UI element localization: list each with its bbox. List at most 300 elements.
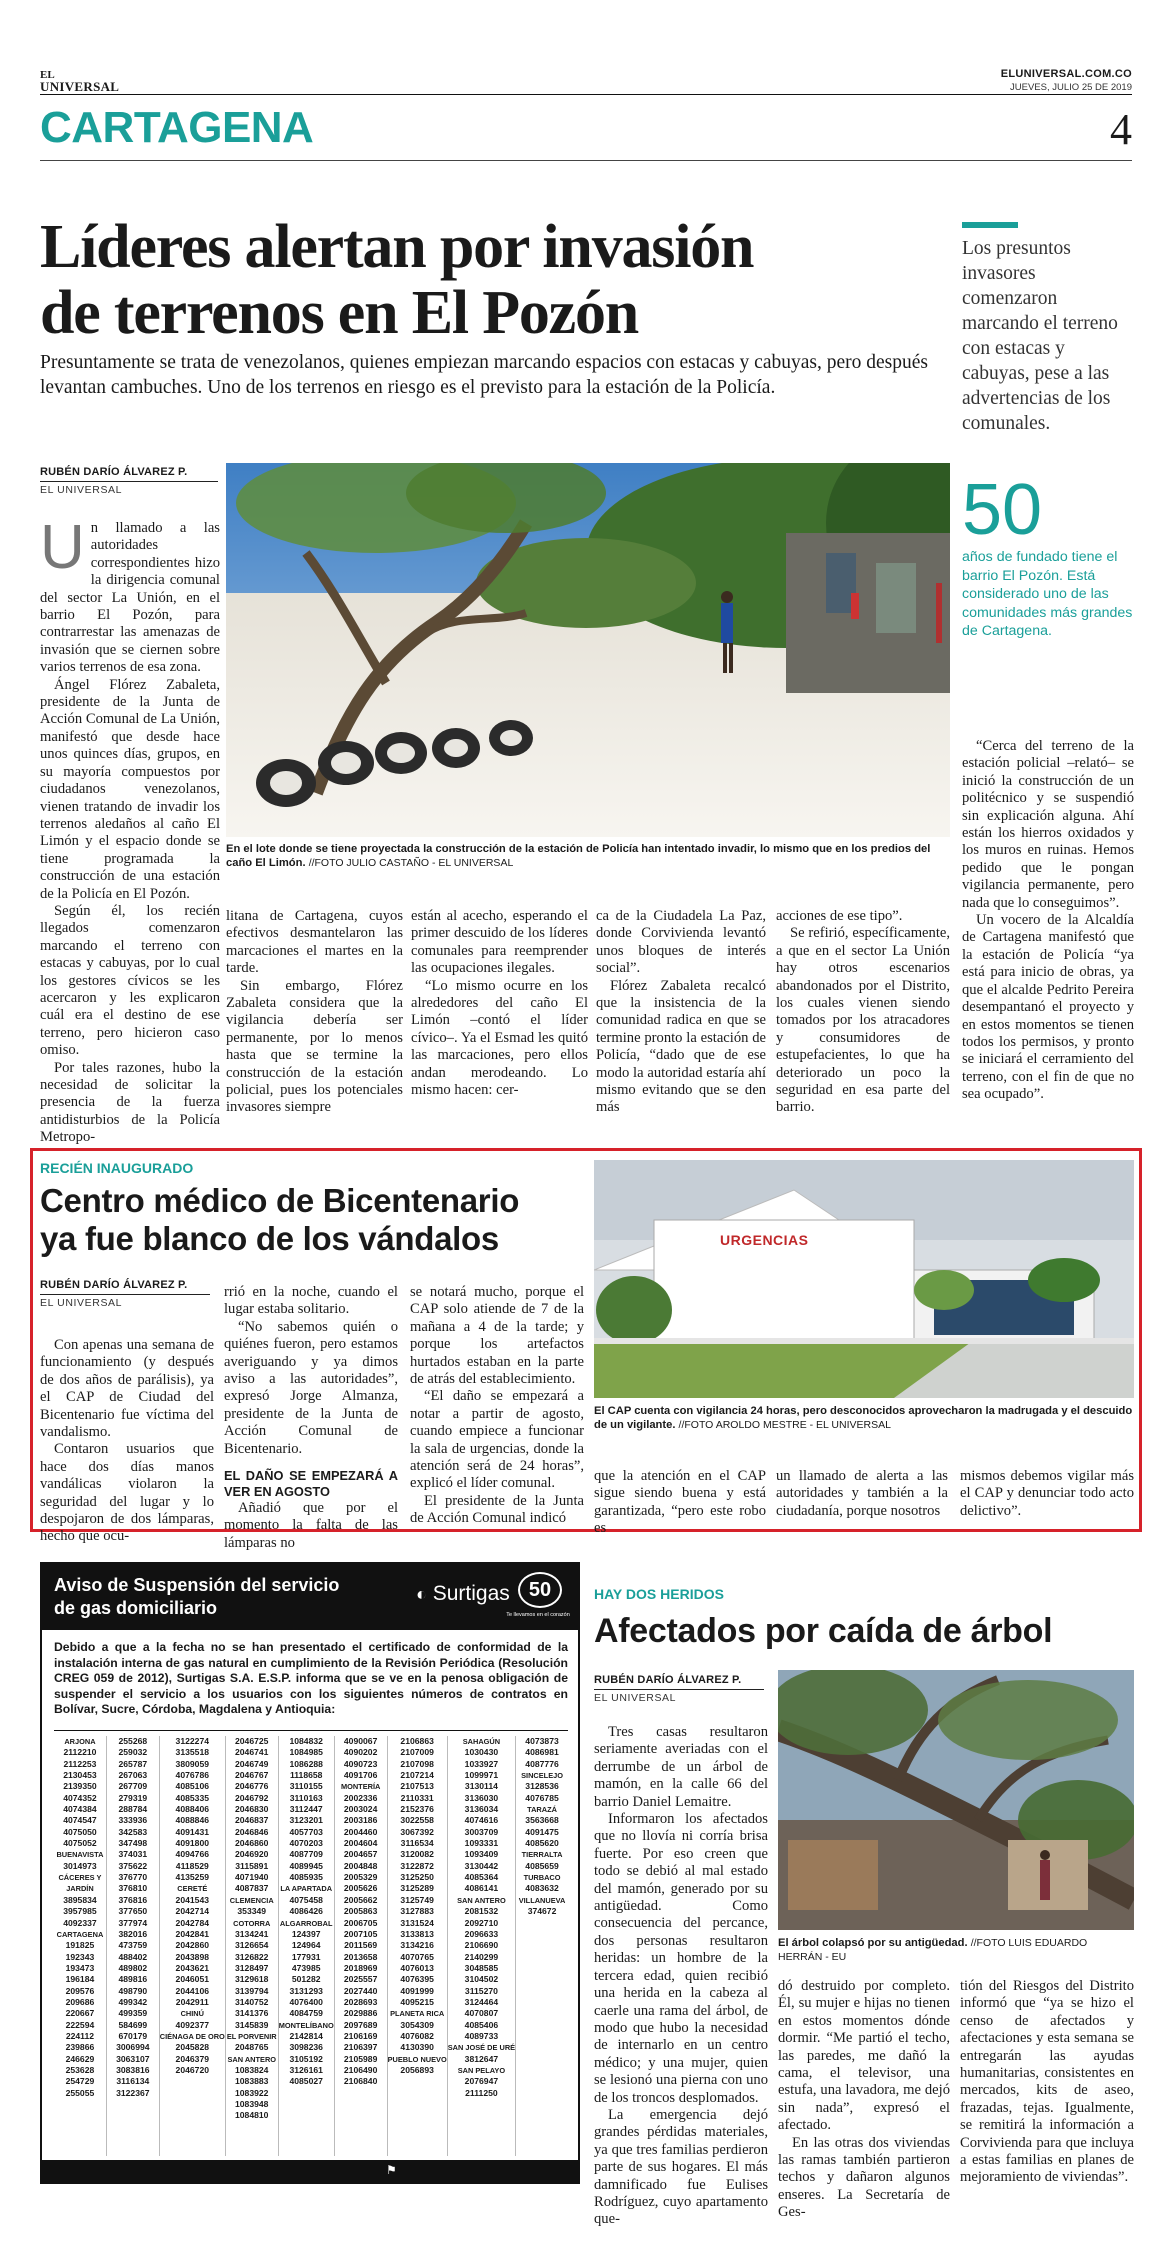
contract-number: 473759 <box>118 1940 148 1951</box>
tree-col-3: tión del Riesgos del Distrito informó que “ya se hizo el censo de afectados y afectaciones y esta semana se entregarán las ayudas humanitarias, consistentes en mercados, kits de aseo, frazadas, tejas. Igualmente, se remitirá la información a Corvivienda para que incluya a estas familias en planes de mejoramiento de viviendas”. <box>960 1978 1134 2186</box>
contract-number: 2046379 <box>175 2053 210 2064</box>
contract-number: 377974 <box>118 1917 148 1928</box>
box-kicker: RECIÉN INAUGURADO <box>40 1160 194 1176</box>
contract-number: 3130442 <box>464 1860 499 1871</box>
contract-number: 4070807 <box>464 2008 499 2019</box>
contract-number: 2027440 <box>343 1985 378 1996</box>
contract-number: 2081532 <box>464 1906 499 1917</box>
contract-number: 2046920 <box>235 1849 269 1860</box>
contract-number: 3104502 <box>464 1974 499 1985</box>
vigilado-icon: ⚑ <box>386 2163 397 2177</box>
contract-number: 2046830 <box>235 1804 269 1815</box>
contract-number: 3133813 <box>400 1928 434 1939</box>
contract-number: 4085027 <box>289 2076 323 2087</box>
contract-number: 4092377 <box>175 2019 210 2030</box>
contract-number: 4075052 <box>63 1838 97 1849</box>
contract-number: 4091431 <box>175 1826 210 1837</box>
contract-number: 2046051 <box>175 1974 210 1985</box>
contract-number: 3957985 <box>63 1906 97 1917</box>
main-photo <box>226 463 950 837</box>
contract-number: 3134216 <box>400 1940 434 1951</box>
contract-number: 1084985 <box>289 1747 323 1758</box>
contract-number: 2142814 <box>289 2030 323 2041</box>
contract-number: 376816 <box>118 1894 148 1905</box>
contract-number: 4091800 <box>175 1838 210 1849</box>
contract-number: 2042714 <box>175 1906 210 1917</box>
contract-number: 2004848 <box>343 1860 378 1871</box>
contract-number: 2097689 <box>343 2019 378 2030</box>
contract-number: 1083948 <box>235 2099 269 2109</box>
contract-number: 4088406 <box>175 1804 210 1815</box>
municipality-label: SAN ANTERO <box>457 1895 506 1905</box>
contract-number: 2112253 <box>63 1758 97 1769</box>
contract-number: 4073873 <box>525 1736 559 1746</box>
contract-number: 2139350 <box>63 1781 97 1792</box>
contract-number: 124397 <box>291 1928 321 1939</box>
contract-number: 3124464 <box>464 1996 499 2007</box>
contract-number: 1086288 <box>289 1758 323 1769</box>
main-col-1: U n llamado a las autoridades correspondientes hizo la dirigencia comunal del sector La Unión, en el barrio El Pozón, para contrarrestar las amenazas de invasión que se ciernen sobre varios terrenos de esa zona. Ángel Flórez Zabaleta, presidente de la Junta de Acción Comunal de La Unión, manifestó que desde hace unos quinces días, grupos, en su mayoría compuestos por ciudadanos venezolanos, vienen tratando de invadir los terrenos aledaños al caño El Limón y el espacio donde se tiene programada la construcción de una estación de la Policía en El Pozón. Según él, los recién llegados comenzaron marcando el terreno con estacas y cabuyas, por lo cual los gestores cívicos se les acercaron y les explicaron cuál era el destino de ese terreno, pero hicieron caso omiso. Por tales razones, hubo la necesidad de solicitar la presencia de la fuerza antidisturbios de la Policía Metropo- <box>40 513 220 1146</box>
contract-number: 2046846 <box>235 1826 269 1837</box>
contract-number: 2042911 <box>175 1996 209 2007</box>
contract-number: 209576 <box>65 1985 95 1996</box>
logo: EL UNIVERSAL <box>40 69 120 94</box>
contract-number: 353349 <box>237 1906 267 1917</box>
contract-col-7 <box>388 1736 448 2156</box>
issue-date: JUEVES, JULIO 25 DE 2019 <box>1010 82 1132 93</box>
contract-number: 2004460 <box>343 1826 378 1837</box>
contract-number: 4094766 <box>175 1849 210 1860</box>
municipality-label: TARAZÁ <box>527 1805 557 1815</box>
box-col-6: mismos debemos vigilar más el CAP y denunciar todo acto delictivo”. <box>960 1468 1134 1519</box>
contract-number: 3126161 <box>289 2064 323 2075</box>
main-headline: Líderes alertan por invasión de terrenos en El Pozón <box>40 213 754 347</box>
contract-number: 2018969 <box>343 1962 378 1973</box>
tree-col-1: Tres casas resultaron seriamente averiadas con el derrumbe de un árbol de mamón, en la calle 66 del barrio Daniel Lemaitre. Informaron los afectados que no llovía ni corría brisa fuerte. Por eso creen que todo se debió al mal estado del mamón, generado por su antigüedad. Como consecuencia del percance, dos personas resultaron heridas: un hombre de la tercera edad, quien recibió una herida en la cabeza al caerle una rama del árbol, de modo que hubo la necesidad de internarlo en un centro médico; y una mujer, quien se lesionó una pierna con uno de los troncos desplomados. La emergencia dejó grandes pérdidas materiales, ya que tres familias perdieron parte de sus hogares. El más damnificado fue Eulises Rodríguez, cuyo apartamento que- <box>594 1724 768 2228</box>
main-photo-illustration <box>226 463 950 837</box>
tree-photo-caption: El árbol colapsó por su antigüedad. //FOTO LUIS EDUARDO HERRÁN - EU <box>778 1937 1088 1963</box>
contract-number: 3054309 <box>400 2019 434 2030</box>
municipality-label: MONTELÍBANO <box>278 2020 334 2030</box>
contract-number: 3063107 <box>116 2053 150 2064</box>
municipality-label: EL PORVENIR <box>226 2031 277 2041</box>
contract-number: 267063 <box>118 1770 148 1781</box>
box-col-2: rrió en la noche, cuando el lugar estaba solitario. “No sabemos quién o quiénes fueron, pero estamos averiguando y ya dimos aviso a las autoridades”, expresó Jorge Almanza, presidente de la Junta de Acción Comunal de Bicentenario. EL DAÑO SE EMPEZARÁ A VER EN AGOSTO Añadió que por el momento la falta de las lámparas no <box>224 1284 398 1551</box>
contract-number: 2046725 <box>235 1736 269 1746</box>
box-photo-illustration <box>594 1160 1134 1398</box>
contract-number: 584699 <box>118 2019 148 2030</box>
contract-number: 2130453 <box>63 1770 97 1781</box>
contract-number: 3098236 <box>289 2042 323 2053</box>
site-url: ELUNIVERSAL.COM.CO <box>1000 68 1132 80</box>
stat-text: años de fundado tiene el barrio El Pozón. Está considerado uno de las comunidades más grandes de Cartagena. <box>962 549 1133 639</box>
contract-number: 267709 <box>118 1781 148 1792</box>
contract-number: 2042784 <box>175 1917 210 1928</box>
contract-number: 3136030 <box>464 1792 499 1803</box>
contract-number: 3125250 <box>400 1872 434 1883</box>
contract-number: 3022558 <box>400 1815 434 1826</box>
box-headline: Centro médico de Bicentenario ya fue blanco de los vándalos <box>40 1182 520 1257</box>
contract-number: 4085659 <box>525 1860 559 1871</box>
contract-number: 2043898 <box>175 1951 210 1962</box>
contract-number: 2046776 <box>235 1781 269 1792</box>
contract-number: 265787 <box>118 1758 148 1769</box>
municipality-label: MONTERÍA <box>340 1782 381 1792</box>
pullquote: Los presuntos invasores comenzaron marcando el terreno con estacas y cabuyas, pese a las advertencias de los comunales. <box>962 238 1118 434</box>
contract-number: 254729 <box>65 2076 95 2087</box>
contract-number: 2044106 <box>175 1985 210 1996</box>
tree-photo <box>778 1670 1134 1930</box>
contract-number: 3130114 <box>464 1781 498 1792</box>
contract-col-2 <box>107 1736 160 2156</box>
ad-header <box>42 1564 578 1630</box>
contract-number: 4092337 <box>63 1917 97 1928</box>
municipality-label: SAN JOSÉ DE URÉ <box>447 2043 516 2053</box>
contract-number: 489802 <box>118 1962 148 1973</box>
contract-number: 196184 <box>65 1974 95 1985</box>
contract-number: 4088846 <box>175 1815 210 1826</box>
contract-number: 2056893 <box>400 2064 434 2075</box>
contract-number: 2106840 <box>343 2076 378 2087</box>
municipality-label: SAN PELAYO <box>457 2065 506 2075</box>
contract-number: 3122872 <box>400 1860 434 1871</box>
flame-icon: ◐ <box>416 1584 427 1604</box>
main-photo-caption: En el lote donde se tiene proyectada la construcción de la estación de Policía han intentado invadir, lo mismo que en los predios del caño El Limón. //FOTO JULIO CASTAÑO - EL UNIVERSAL <box>226 843 931 869</box>
contract-number: 1030430 <box>464 1747 499 1758</box>
contract-number: 4076013 <box>400 1962 434 1973</box>
contract-number: 279319 <box>118 1792 148 1803</box>
contract-number: 1118658 <box>289 1770 323 1781</box>
contract-number: 2004604 <box>343 1838 378 1849</box>
contract-number: 3127883 <box>400 1906 434 1917</box>
contract-number: 501282 <box>291 1974 321 1985</box>
contract-number: 4135259 <box>175 1872 210 1883</box>
contract-number: 124964 <box>291 1940 321 1951</box>
contract-number: 2004657 <box>343 1849 378 1860</box>
contract-number: 2152376 <box>400 1804 434 1815</box>
contract-number: 3112447 <box>289 1804 323 1815</box>
main-col-6: “Cerca del terreno de la estación policial –relató– se inició la construcción de un politécnico y se suspendió sin explicación alguna. Ahí están los hierros oxidados y los muros en ruinas. Hemos pedido que le pongan vigilancia permanente, pero nada que lo conseguimos”. Un vocero de la Alcaldía de Cartagena manifestó que la estación de Policía “ya está para inicio de obras, ya que el alcalde Pedrito Pereira desempantanó el proyecto y en estos momentos se tienen todos los permisos, y pronto se iniciará el cerramiento del terreno, con el fin de que no sea ocupado”. <box>962 738 1134 1103</box>
contract-number: 220667 <box>65 2008 95 2019</box>
contract-col-3 <box>160 1736 226 2156</box>
contract-number: 2046767 <box>235 1770 269 1781</box>
contract-number: 4085335 <box>175 1792 210 1803</box>
municipality-label: CARTAGENA <box>56 1929 104 1939</box>
contract-number: 488402 <box>118 1951 148 1962</box>
contract-number: 2013658 <box>343 1951 378 1962</box>
contract-number: 1084832 <box>289 1736 323 1746</box>
contract-number: 2025557 <box>343 1974 378 1985</box>
contract-number: 4085620 <box>525 1838 559 1849</box>
contract-number: 2107214 <box>400 1770 434 1781</box>
contract-number: 2029886 <box>343 2008 378 2019</box>
contract-number: 2003186 <box>343 1815 378 1826</box>
section-title: CARTAGENA <box>40 103 314 152</box>
contract-number: 4087776 <box>525 1758 559 1769</box>
contract-number: 2092710 <box>464 1917 499 1928</box>
contract-number: 2105989 <box>343 2053 378 2064</box>
municipality-label: LA APARTADA <box>280 1884 333 1894</box>
contract-number: 4076785 <box>525 1792 559 1803</box>
contract-number: 2002336 <box>343 1792 378 1803</box>
contract-number: 4076786 <box>175 1770 210 1781</box>
contract-number: 375622 <box>118 1860 148 1871</box>
contract-number: 1083922 <box>235 2087 269 2098</box>
ad-title: Aviso de Suspensión del servicio de gas domiciliario <box>54 1575 340 1618</box>
contract-number: 4074384 <box>63 1804 97 1815</box>
contract-number: 3125289 <box>400 1883 434 1894</box>
tree-col-2: dó destruido por completo. Él, su mujer e hijas no tienen en estos momentos dónde dormir. “Me partió el techo, las paredes, me dañó la cama, el televisor, una estufa, una lavadora, me dejó sin nada”, expresó el afectado. En las otras dos viviendas las ramas también partieron techos y dañaron algunos enseres. La Secretaría de Ges- <box>778 1978 950 2221</box>
contract-number: 2042841 <box>175 1928 210 1939</box>
main-col-2: litana de Cartagena, cuyos efectivos desmantelaron las marcaciones el martes en la tarde. Sin embargo, Flórez Zabaleta considera que la vigilancia debería ser permanente, por lo menos hasta que se termine la construcción de la estación policial, pues los potenciales invasores siempre <box>226 908 403 1116</box>
contract-number: 4071940 <box>235 1872 269 1883</box>
contract-number: 3126822 <box>235 1951 269 1962</box>
contract-number: 2112210 <box>63 1747 97 1758</box>
contract-number: 3122367 <box>116 2087 150 2098</box>
contract-grid <box>54 1736 568 2156</box>
contract-number: 239866 <box>65 2042 95 2053</box>
municipality-label: COTORRA <box>233 1918 271 1928</box>
contract-number: 2005863 <box>343 1906 378 1917</box>
contract-number: 255055 <box>65 2087 95 2098</box>
contract-number: 347498 <box>118 1838 148 1849</box>
contract-number: 2106690 <box>464 1940 499 1951</box>
contract-number: 499359 <box>118 2008 148 2019</box>
contract-number: 3131524 <box>400 1917 434 1928</box>
contract-number: 2106863 <box>400 1736 434 1746</box>
contract-number: 3129618 <box>235 1974 269 1985</box>
contract-number: 3115270 <box>464 1985 498 1996</box>
contract-number: 2106397 <box>343 2042 378 2053</box>
contract-number: 1093331 <box>464 1838 499 1849</box>
contract-number: 1083824 <box>235 2064 269 2075</box>
pullquote-bar <box>962 222 1018 228</box>
contract-number: 4118529 <box>175 1860 209 1871</box>
contract-number: 4095215 <box>400 1996 434 2007</box>
municipality-label: ALGARROBAL <box>279 1918 333 1928</box>
contract-number: 4075050 <box>63 1826 97 1837</box>
contract-number: 3136034 <box>464 1804 499 1815</box>
contract-number: 4076082 <box>400 2030 434 2041</box>
contract-number: 3110155 <box>289 1781 323 1792</box>
contract-number: 2046741 <box>235 1747 269 1758</box>
contract-number: 3140752 <box>235 1996 269 2007</box>
box-col-4: que la atención en el CAP sigue siendo buena y está garantizada, “pero este robo es <box>594 1468 766 1537</box>
contract-number: 4091999 <box>400 1985 434 1996</box>
contract-number: 2140299 <box>464 1951 499 1962</box>
contract-number: 193473 <box>65 1962 95 1973</box>
contract-number: 489816 <box>118 1974 148 1985</box>
contract-number: 2007105 <box>343 1928 378 1939</box>
contract-number: 3134241 <box>235 1928 269 1939</box>
contract-number: 670179 <box>118 2030 148 2041</box>
contract-number: 3006994 <box>116 2042 150 2053</box>
contract-number: 2046720 <box>175 2064 210 2075</box>
page-number: 4 <box>1110 105 1132 154</box>
main-deck: Presuntamente se trata de venezolanos, quienes empiezan marcando espacios con estacas y cabuyas, pero después levantan cambuches. Uno de los terrenos en riesgo es el previsto para la estación de la Policía. <box>40 352 928 398</box>
contract-number: 4057703 <box>289 1826 323 1837</box>
contract-number: 3120082 <box>400 1849 434 1860</box>
tree-photo-illustration <box>778 1670 1134 1930</box>
contract-number: 2046837 <box>235 1815 269 1826</box>
municipality-label: SAHAGÚN <box>462 1737 501 1746</box>
contract-number: 4090723 <box>343 1758 378 1769</box>
contract-number: 3125749 <box>400 1894 434 1905</box>
contract-number: 2106490 <box>343 2064 378 2075</box>
contract-number: 2028693 <box>343 1996 378 2007</box>
contract-number: 3131293 <box>289 1985 323 1996</box>
contract-number: 4086981 <box>525 1747 559 1758</box>
contract-number: 177931 <box>291 1951 321 1962</box>
contract-number: 3139794 <box>235 1985 269 1996</box>
contract-number: 2043621 <box>175 1962 210 1973</box>
contract-number: 4090202 <box>343 1747 378 1758</box>
contract-number: 4085364 <box>464 1872 499 1883</box>
contract-number: 3123201 <box>289 1815 323 1826</box>
contract-number: 4076400 <box>289 1996 323 2007</box>
contract-number: 3014973 <box>63 1860 97 1871</box>
contract-number: 288784 <box>118 1804 148 1815</box>
main-col-5: acciones de ese tipo”. Se refirió, específicamente, a que en el sector La Unión hay otros escenarios abandonados por el Distrito, los cuales vienen siendo tomados por los atracadores y consumidores de estupefacientes, lo que ha deteriorado un poco la seguridad en esa parte del barrio. <box>776 908 950 1116</box>
ad-intro: Debido a que a la fecha no se han presentado el certificado de conformidad de la instalación interna de gas natural en cumplimiento de la Revisión Periódica (Resolución CREG 059 de 2012), Surtigas S.A. E.S.P. informa que se ve en la penosa obligación de suspender el servicio a los usuarios con los siguientes números de contratos en Bolívar, Sucre, Córdoba, Magdalena y Antioquia: <box>54 1640 568 1716</box>
gas-ad <box>40 1562 580 2184</box>
contract-number: 342583 <box>118 1826 148 1837</box>
box-col-5: un llamado de alerta a las autoridades y también a la ciudadanía, porque nosotros <box>776 1468 948 1519</box>
contract-number: 377650 <box>118 1906 148 1917</box>
contract-number: 4087709 <box>289 1849 323 1860</box>
contract-number: 3812647 <box>464 2053 499 2064</box>
contract-number: 3105192 <box>289 2053 323 2064</box>
municipality-label: CHINÚ <box>180 2009 204 2019</box>
municipality-label: ARJONA <box>64 1737 96 1746</box>
contract-number: 3563668 <box>525 1815 559 1826</box>
contract-number: 224112 <box>65 2030 95 2041</box>
contract-number: 498790 <box>118 1985 148 1996</box>
contract-number: 3145839 <box>235 2019 269 2030</box>
contract-number: 209686 <box>65 1996 95 2007</box>
box-col-3: se notará mucho, porque el CAP solo atiende de 7 de la mañana a 4 de la tarde; y porque los artefactos hurtados estaban en la parte de atrás del establecimiento. “El daño se empezará a notar a partir de agosto, cuando empiece a funcionar la sala de urgencias, donde la atención será de 24 horas”, explicó el líder comunal. El presidente de la Junta de Acción Comunal indicó <box>410 1284 584 1527</box>
municipality-label: TURBACO <box>523 1873 561 1883</box>
contract-number: 3141376 <box>235 2008 269 2019</box>
contract-number: 4091706 <box>343 1770 378 1781</box>
box-photo-caption: El CAP cuenta con vigilancia 24 horas, pero desconocidos aprovecharon la madrugada y el descuido de un vigilante. //FOTO AROLDO MESTRE - EL UNIVERSAL <box>594 1405 1133 1431</box>
main-byline: RUBÉN DARÍO ÁLVAREZ P. EL UNIVERSAL <box>40 466 218 496</box>
masthead-rule <box>40 94 1132 95</box>
contract-number: 3135518 <box>175 1747 210 1758</box>
contract-number: 2076947 <box>464 2076 499 2087</box>
contract-number: 3115891 <box>235 1860 269 1871</box>
contract-number: 3067392 <box>400 1826 434 1837</box>
tree-headline: Afectados por caída de árbol <box>594 1612 1053 1650</box>
contract-number: 2048765 <box>235 2042 269 2053</box>
contract-number: 2107098 <box>400 1758 434 1769</box>
stat-number: 50 <box>962 470 1043 550</box>
contract-number: 4084759 <box>289 2008 323 2019</box>
contract-number: 333936 <box>118 1815 148 1826</box>
contract-number: 4074616 <box>464 1815 499 1826</box>
contract-number: 4070765 <box>400 1951 434 1962</box>
ad-footer-bar <box>42 2160 578 2182</box>
ad-rule <box>54 1730 568 1731</box>
municipality-label: CLEMENCIA <box>229 1895 274 1905</box>
box-col-1: Con apenas una semana de funcionamiento (y después de dos años de parálisis), ya el CAP de Ciudad del Bicentenario fue víctima del vandalismo. Contaron usuarios que hace dos días manos vandálicas violaron la seguridad del lugar y lo despojaron de dos lámparas, hecho que ocu- <box>40 1337 214 1545</box>
contract-number: 4086141 <box>464 1883 499 1894</box>
section-rule <box>40 160 1132 161</box>
contract-number: 1099971 <box>464 1770 499 1781</box>
contract-number: 3128497 <box>235 1962 269 1973</box>
contract-number: 2005626 <box>343 1883 378 1894</box>
contract-number: 3048585 <box>464 1962 499 1973</box>
contract-number: 192343 <box>65 1951 95 1962</box>
contract-col-6 <box>335 1736 388 2156</box>
contract-number: 4130390 <box>400 2042 434 2053</box>
contract-col-1 <box>54 1736 107 2156</box>
municipality-label: JARDÍN <box>66 1884 94 1894</box>
tree-byline: RUBÉN DARÍO ÁLVAREZ P. EL UNIVERSAL <box>594 1674 764 1704</box>
contract-number: 2005329 <box>343 1872 378 1883</box>
contract-number: 4089945 <box>289 1860 323 1871</box>
contract-number: 4085935 <box>289 1872 323 1883</box>
contract-number: 253628 <box>65 2064 95 2075</box>
contract-number: 4083632 <box>525 1883 559 1894</box>
contract-number: 3116134 <box>116 2076 150 2087</box>
contract-number: 3083816 <box>116 2064 150 2075</box>
contract-number: 3128536 <box>525 1781 559 1792</box>
municipality-label: PLANETA RICA <box>390 2009 445 2019</box>
contract-number: 2110331 <box>400 1792 434 1803</box>
dropcap: U <box>40 513 85 582</box>
anniversary-badge: 50 <box>518 1572 562 1608</box>
contract-number: 3126654 <box>235 1940 269 1951</box>
municipality-label: VILLANUEVA <box>518 1895 566 1905</box>
municipality-label: SAN ANTERO <box>227 2054 277 2064</box>
contract-number: 4070203 <box>289 1838 323 1849</box>
surtigas-logo: ◐ Surtigas <box>416 1582 510 1605</box>
contract-col-4 <box>226 1736 279 2156</box>
contract-number: 222594 <box>65 2019 95 2030</box>
contract-number: 374031 <box>118 1849 148 1860</box>
contract-number: 3003709 <box>464 1826 499 1837</box>
contract-number: 4074547 <box>63 1815 97 1826</box>
contract-number: 255268 <box>118 1736 148 1746</box>
contract-number: 259032 <box>118 1747 148 1758</box>
contract-number: 1033927 <box>464 1758 499 1769</box>
contract-number: 374672 <box>527 1906 557 1917</box>
contract-number: 2006705 <box>343 1917 378 1928</box>
contract-number: 1083883 <box>235 2076 269 2087</box>
contract-col-9 <box>516 1736 568 2156</box>
contract-number: 2096633 <box>464 1928 499 1939</box>
contract-number: 4085106 <box>175 1781 210 1792</box>
contract-number: 4074352 <box>63 1792 97 1803</box>
contract-number: 4075458 <box>289 1894 323 1905</box>
contract-number: 1093409 <box>464 1849 499 1860</box>
anniversary-tagline: Te llevamos en el corazón <box>506 1612 570 1618</box>
contract-number: 246629 <box>65 2053 95 2064</box>
municipality-label: SINCELEJO <box>521 1771 563 1781</box>
contract-number: 2042860 <box>175 1940 210 1951</box>
contract-number: 4091475 <box>525 1826 559 1837</box>
municipality-label: BUENAVISTA <box>56 1850 104 1860</box>
contract-number: 382016 <box>118 1928 148 1939</box>
contract-number: 2045828 <box>175 2042 210 2053</box>
contract-number: 2046749 <box>235 1758 269 1769</box>
contract-col-5 <box>279 1736 335 2156</box>
contract-number: 2011569 <box>344 1940 378 1951</box>
main-col-3: están al acecho, esperando el primer descuido de los líderes comunales para reemprender las ocupaciones ilegales. “Lo mismo ocurre en los alrededores del caño El Limón –contó el líder cívico–. Ya el Esmad les quitó las marcaciones, pero ellos andan merodeando. Lo mismo hacen: cer- <box>411 908 588 1099</box>
contract-number: 3116534 <box>400 1838 434 1849</box>
box-photo <box>594 1160 1134 1398</box>
